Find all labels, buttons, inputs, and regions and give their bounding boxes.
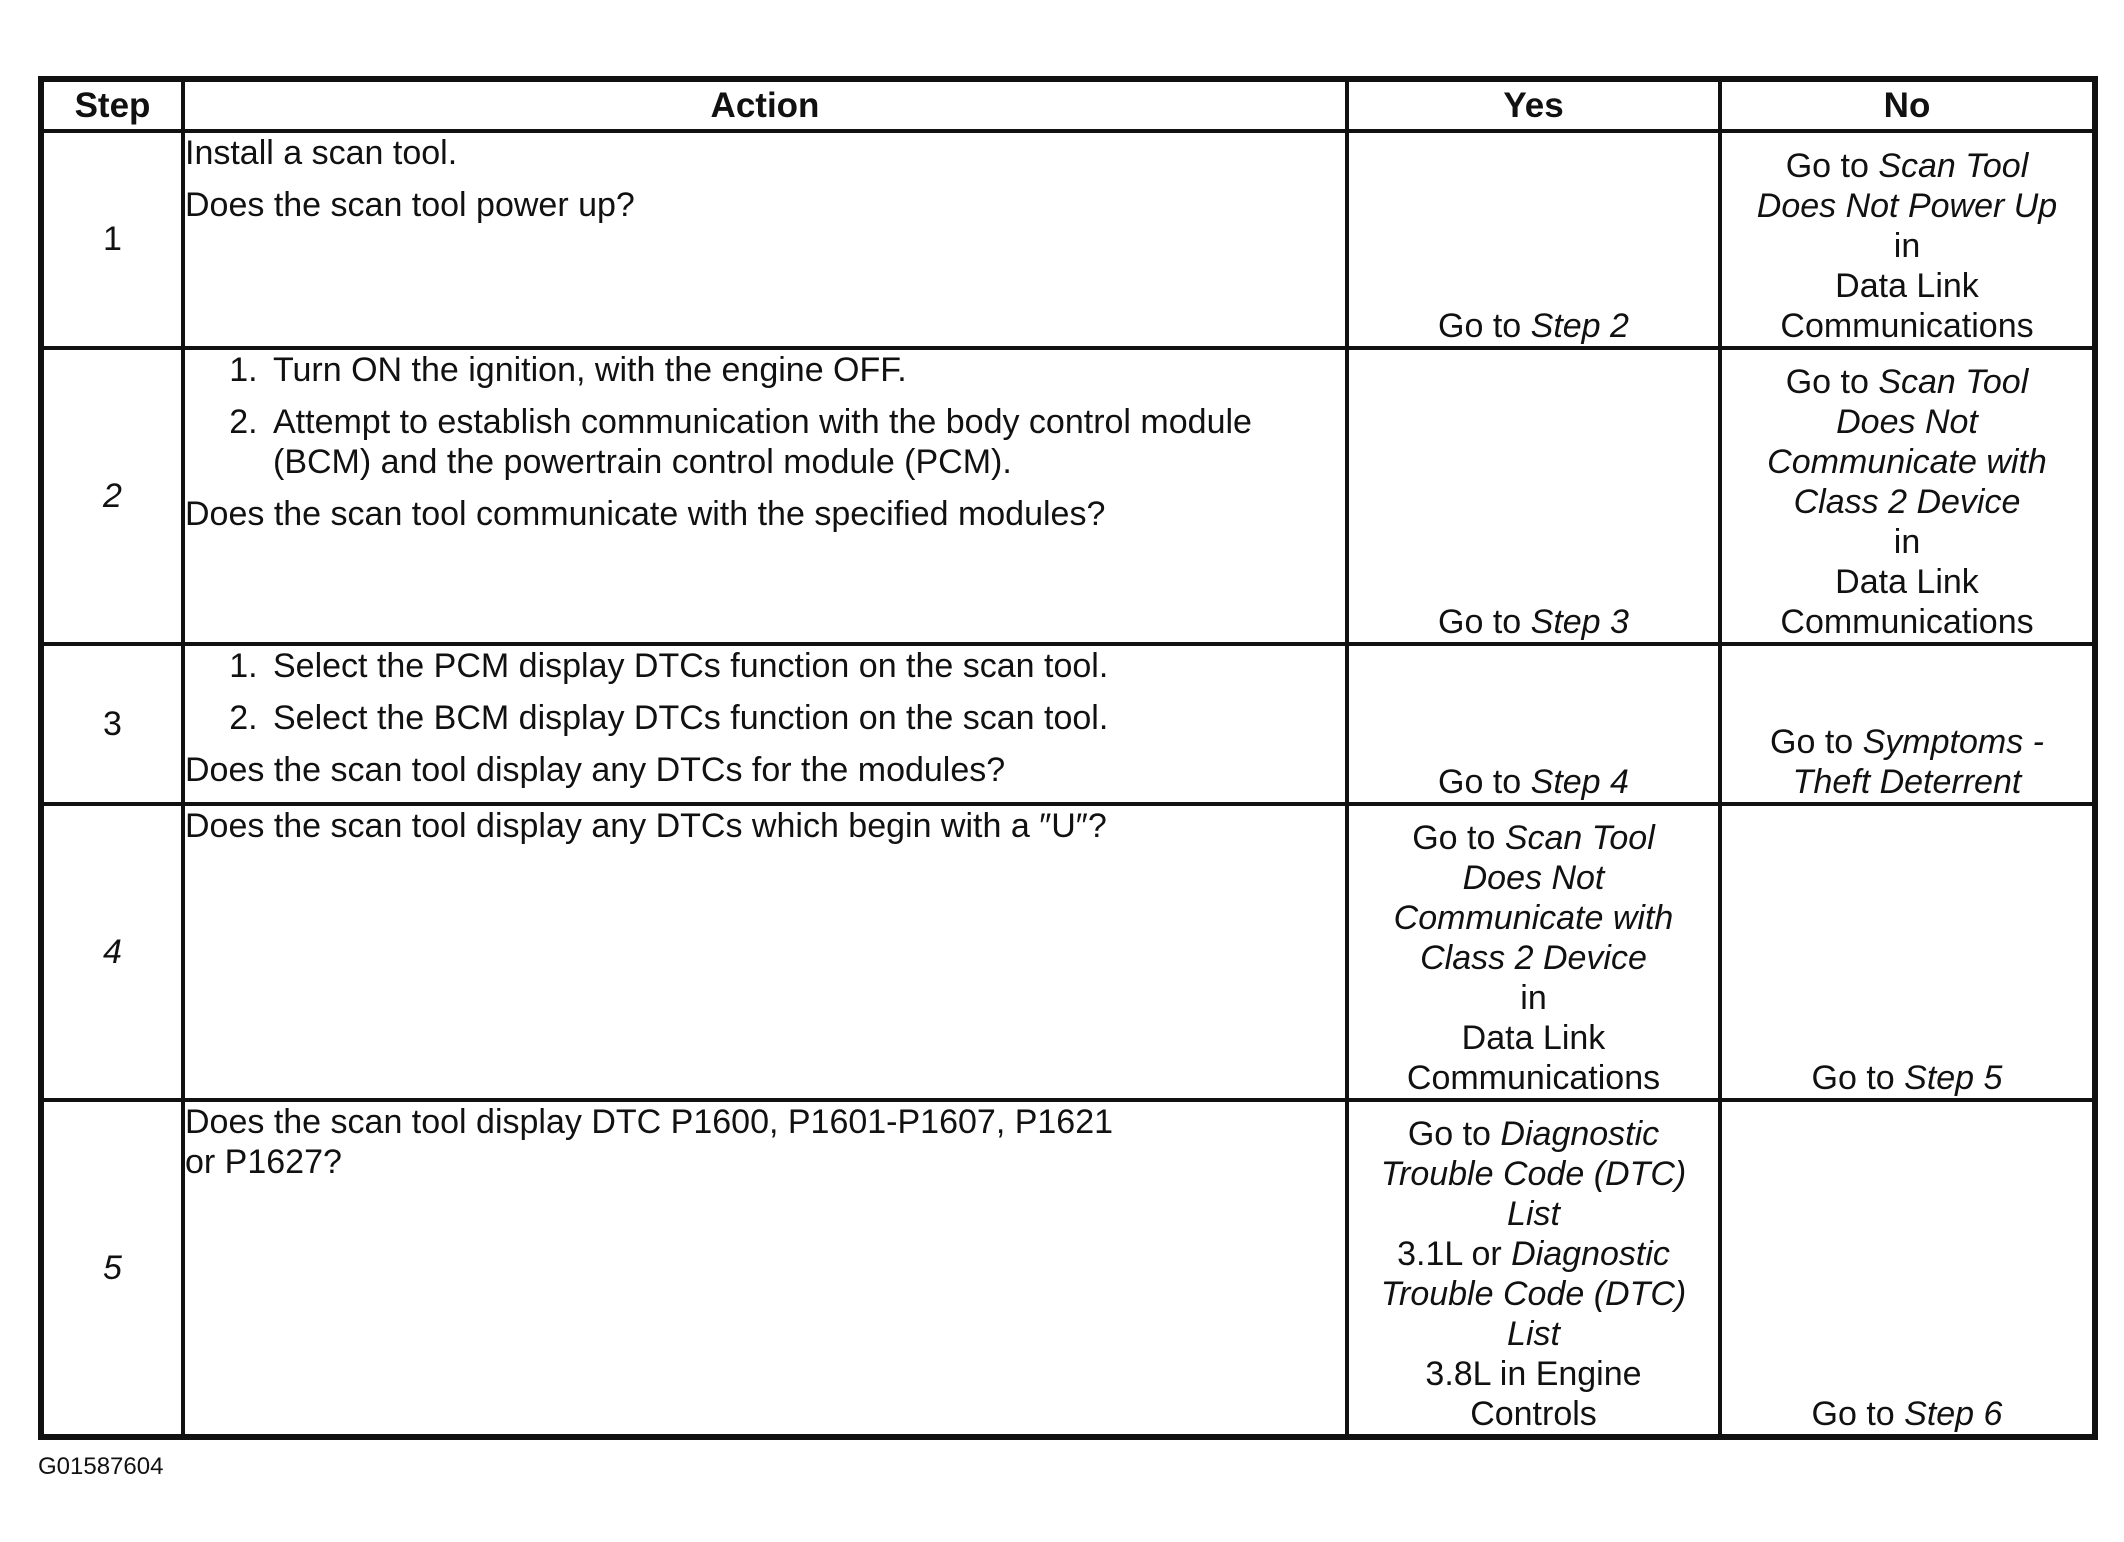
yes-line: List [1507, 1195, 1560, 1233]
action-cell [183, 1100, 1347, 1437]
action-text: Install a scan tool. [185, 134, 458, 172]
no-line: Does Not Power Up [1756, 187, 2058, 225]
action-list [185, 350, 1345, 482]
step-number: 5 [41, 1100, 183, 1437]
no-line: Communicate with [1767, 443, 2047, 481]
table-row [41, 1100, 2095, 1437]
no-line: Communications [1780, 603, 2034, 641]
step-number: 2 [41, 348, 183, 644]
no-line: Communications [1780, 307, 2034, 345]
action-question: Does the scan tool communicate with the specified modules? [185, 495, 1106, 533]
action-question: Does the scan tool display DTC P1600, P1601-P1607, P1621 or P1627? [185, 1103, 1114, 1181]
no-cell [1720, 804, 2095, 1100]
no-cell [1720, 348, 2095, 644]
yes-text: Go to [1438, 763, 1531, 801]
yes-line: Go to Scan Tool [1412, 819, 1655, 857]
no-line: Theft Deterrent [1792, 763, 2022, 801]
table-row [41, 644, 2095, 804]
step-number: 4 [41, 804, 183, 1100]
yes-cell [1347, 1100, 1720, 1437]
no-line: in [1893, 227, 1921, 265]
yes-step-link: Step 3 [1530, 603, 1629, 641]
no-line: Data Link [1835, 563, 1979, 601]
no-line: Does Not [1836, 403, 1978, 441]
action-list [185, 646, 1345, 738]
step-number: 1 [41, 131, 183, 348]
no-cell [1720, 644, 2095, 804]
yes-line: Trouble Code (DTC) [1380, 1275, 1687, 1313]
yes-cell [1347, 644, 1720, 804]
table-row [41, 348, 2095, 644]
diagnostic-table [38, 76, 2098, 1440]
action-cell [183, 131, 1347, 348]
yes-line: Communicate with [1393, 899, 1674, 937]
yes-line: 3.1L or Diagnostic [1397, 1235, 1670, 1273]
yes-step-link: Step 4 [1530, 763, 1629, 801]
no-line: Go to Symptoms - [1770, 723, 2044, 761]
yes-line: 3.8L in Engine [1425, 1355, 1642, 1393]
header-yes: Yes [1347, 79, 1720, 131]
no-text: Go to [1811, 1395, 1905, 1433]
step-number: 3 [41, 644, 183, 804]
action-question: Does the scan tool display any DTCs which begin with a ″U″? [185, 807, 1107, 845]
action-list-item: 2. Attempt to establish communication with the body control module (BCM) and the powertrain control module (PCM). [267, 402, 1345, 482]
action-list-item: 1. Select the PCM display DTCs function on the scan tool. [267, 646, 1345, 686]
table-row [41, 131, 2095, 348]
yes-line: Does Not [1462, 859, 1605, 897]
yes-text: Go to [1438, 603, 1531, 641]
figure-id: G01587604 [38, 1453, 164, 1480]
action-question: Does the scan tool power up? [185, 186, 635, 224]
no-step-link: Step 5 [1904, 1059, 2003, 1097]
yes-line: List [1507, 1315, 1560, 1353]
yes-line: Class 2 Device [1420, 939, 1647, 977]
yes-line: Controls [1470, 1395, 1597, 1433]
yes-cell [1347, 348, 1720, 644]
yes-line: Trouble Code (DTC) [1380, 1155, 1687, 1193]
no-cell [1720, 1100, 2095, 1437]
no-line: in [1893, 523, 1921, 561]
yes-text: Go to [1438, 307, 1531, 345]
action-cell [183, 348, 1347, 644]
action-cell [183, 644, 1347, 804]
no-text: Go to [1811, 1059, 1905, 1097]
yes-cell [1347, 804, 1720, 1100]
action-list-item: 1. Turn ON the ignition, with the engine OFF. [267, 350, 1345, 390]
no-step-link: Step 6 [1904, 1395, 2003, 1433]
action-question: Does the scan tool display any DTCs for the modules? [185, 751, 1006, 789]
header-row [41, 79, 2095, 131]
action-list-item: 2. Select the BCM display DTCs function on the scan tool. [267, 698, 1345, 738]
header-step: Step [41, 79, 183, 131]
action-cell [183, 804, 1347, 1100]
yes-cell [1347, 131, 1720, 348]
yes-line: in [1520, 979, 1547, 1017]
no-cell [1720, 131, 2095, 348]
no-line: Go to Scan Tool [1785, 363, 2029, 401]
yes-line: Data Link [1461, 1019, 1606, 1057]
no-line: Go to Scan Tool [1785, 147, 2029, 185]
no-line: Class 2 Device [1793, 483, 2021, 521]
yes-line: Go to Diagnostic [1407, 1115, 1660, 1153]
no-line: Data Link [1835, 267, 1979, 305]
header-action: Action [183, 79, 1347, 131]
table-row [41, 804, 2095, 1100]
yes-step-link: Step 2 [1530, 307, 1629, 345]
yes-line: Communications [1406, 1059, 1661, 1097]
header-no: No [1720, 79, 2095, 131]
